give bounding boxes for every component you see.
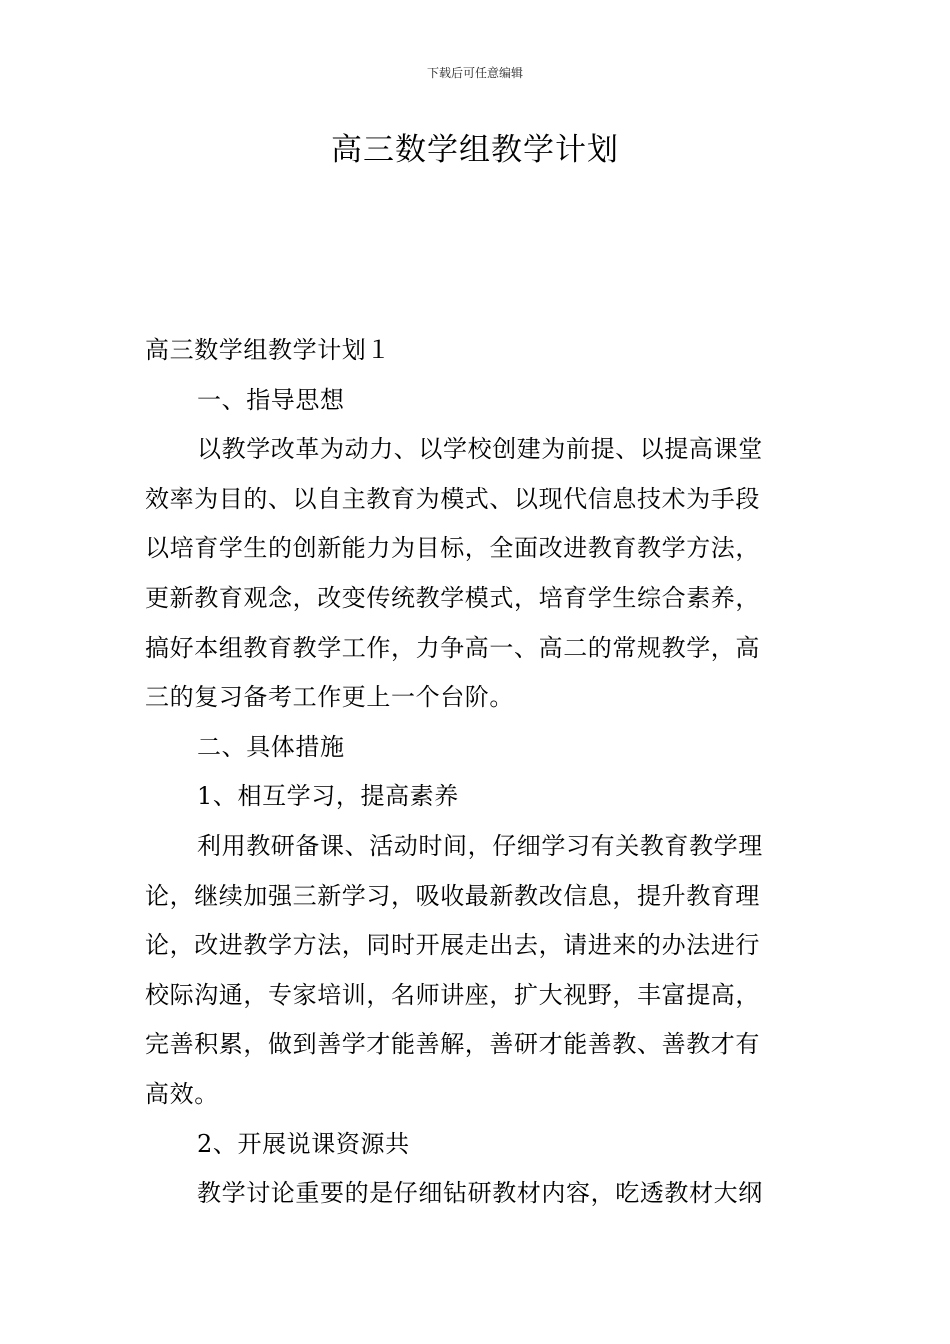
document-title: 高三数学组教学计划 bbox=[331, 132, 619, 168]
body-line: 1、相互学习，提高素养 bbox=[197, 782, 459, 811]
document-body bbox=[145, 326, 810, 1219]
body-line: 2、开展说课资源共 bbox=[197, 1129, 410, 1158]
body-line: 高效。 bbox=[145, 1079, 219, 1108]
body-line: 校际沟通，专家培训，名师讲座，扩大视野，丰富提高， bbox=[145, 980, 760, 1009]
body-line: 效率为目的、以自主教育为模式、以现代信息技术为手段 bbox=[145, 484, 760, 513]
body-line: 更新教育观念，改变传统教学模式，培育学生综合素养， bbox=[145, 583, 760, 612]
body-line: 完善积累，做到善学才能善解，善研才能善教、善教才有 bbox=[145, 1030, 760, 1059]
body-line: 三的复习备考工作更上一个台阶。 bbox=[145, 683, 514, 712]
body-line: 高三数学组教学计划１ bbox=[145, 336, 391, 364]
body-line: 论，继续加强三新学习，吸收最新教改信息，提升教育理 bbox=[145, 881, 760, 910]
body-line: 以培育学生的创新能力为目标，全面改进教育教学方法， bbox=[145, 534, 760, 563]
body-line: 论，改进教学方法，同时开展走出去，请进来的办法进行 bbox=[145, 931, 760, 960]
body-line: 一、指导思想 bbox=[197, 385, 345, 414]
body-line: 教学讨论重要的是仔细钻研教材内容，吃透教材大纲 bbox=[197, 1179, 763, 1208]
body-line: 利用教研备课、活动时间，仔细学习有关教育教学理 bbox=[197, 831, 763, 860]
body-line: 搞好本组教育教学工作，力争高一、高二的常规教学，高 bbox=[145, 633, 760, 662]
body-line: 二、具体措施 bbox=[197, 732, 345, 761]
body-line: 以教学改革为动力、以学校创建为前提、以提高课堂 bbox=[197, 435, 763, 464]
header-note: 下载后可任意编辑 bbox=[426, 66, 523, 80]
